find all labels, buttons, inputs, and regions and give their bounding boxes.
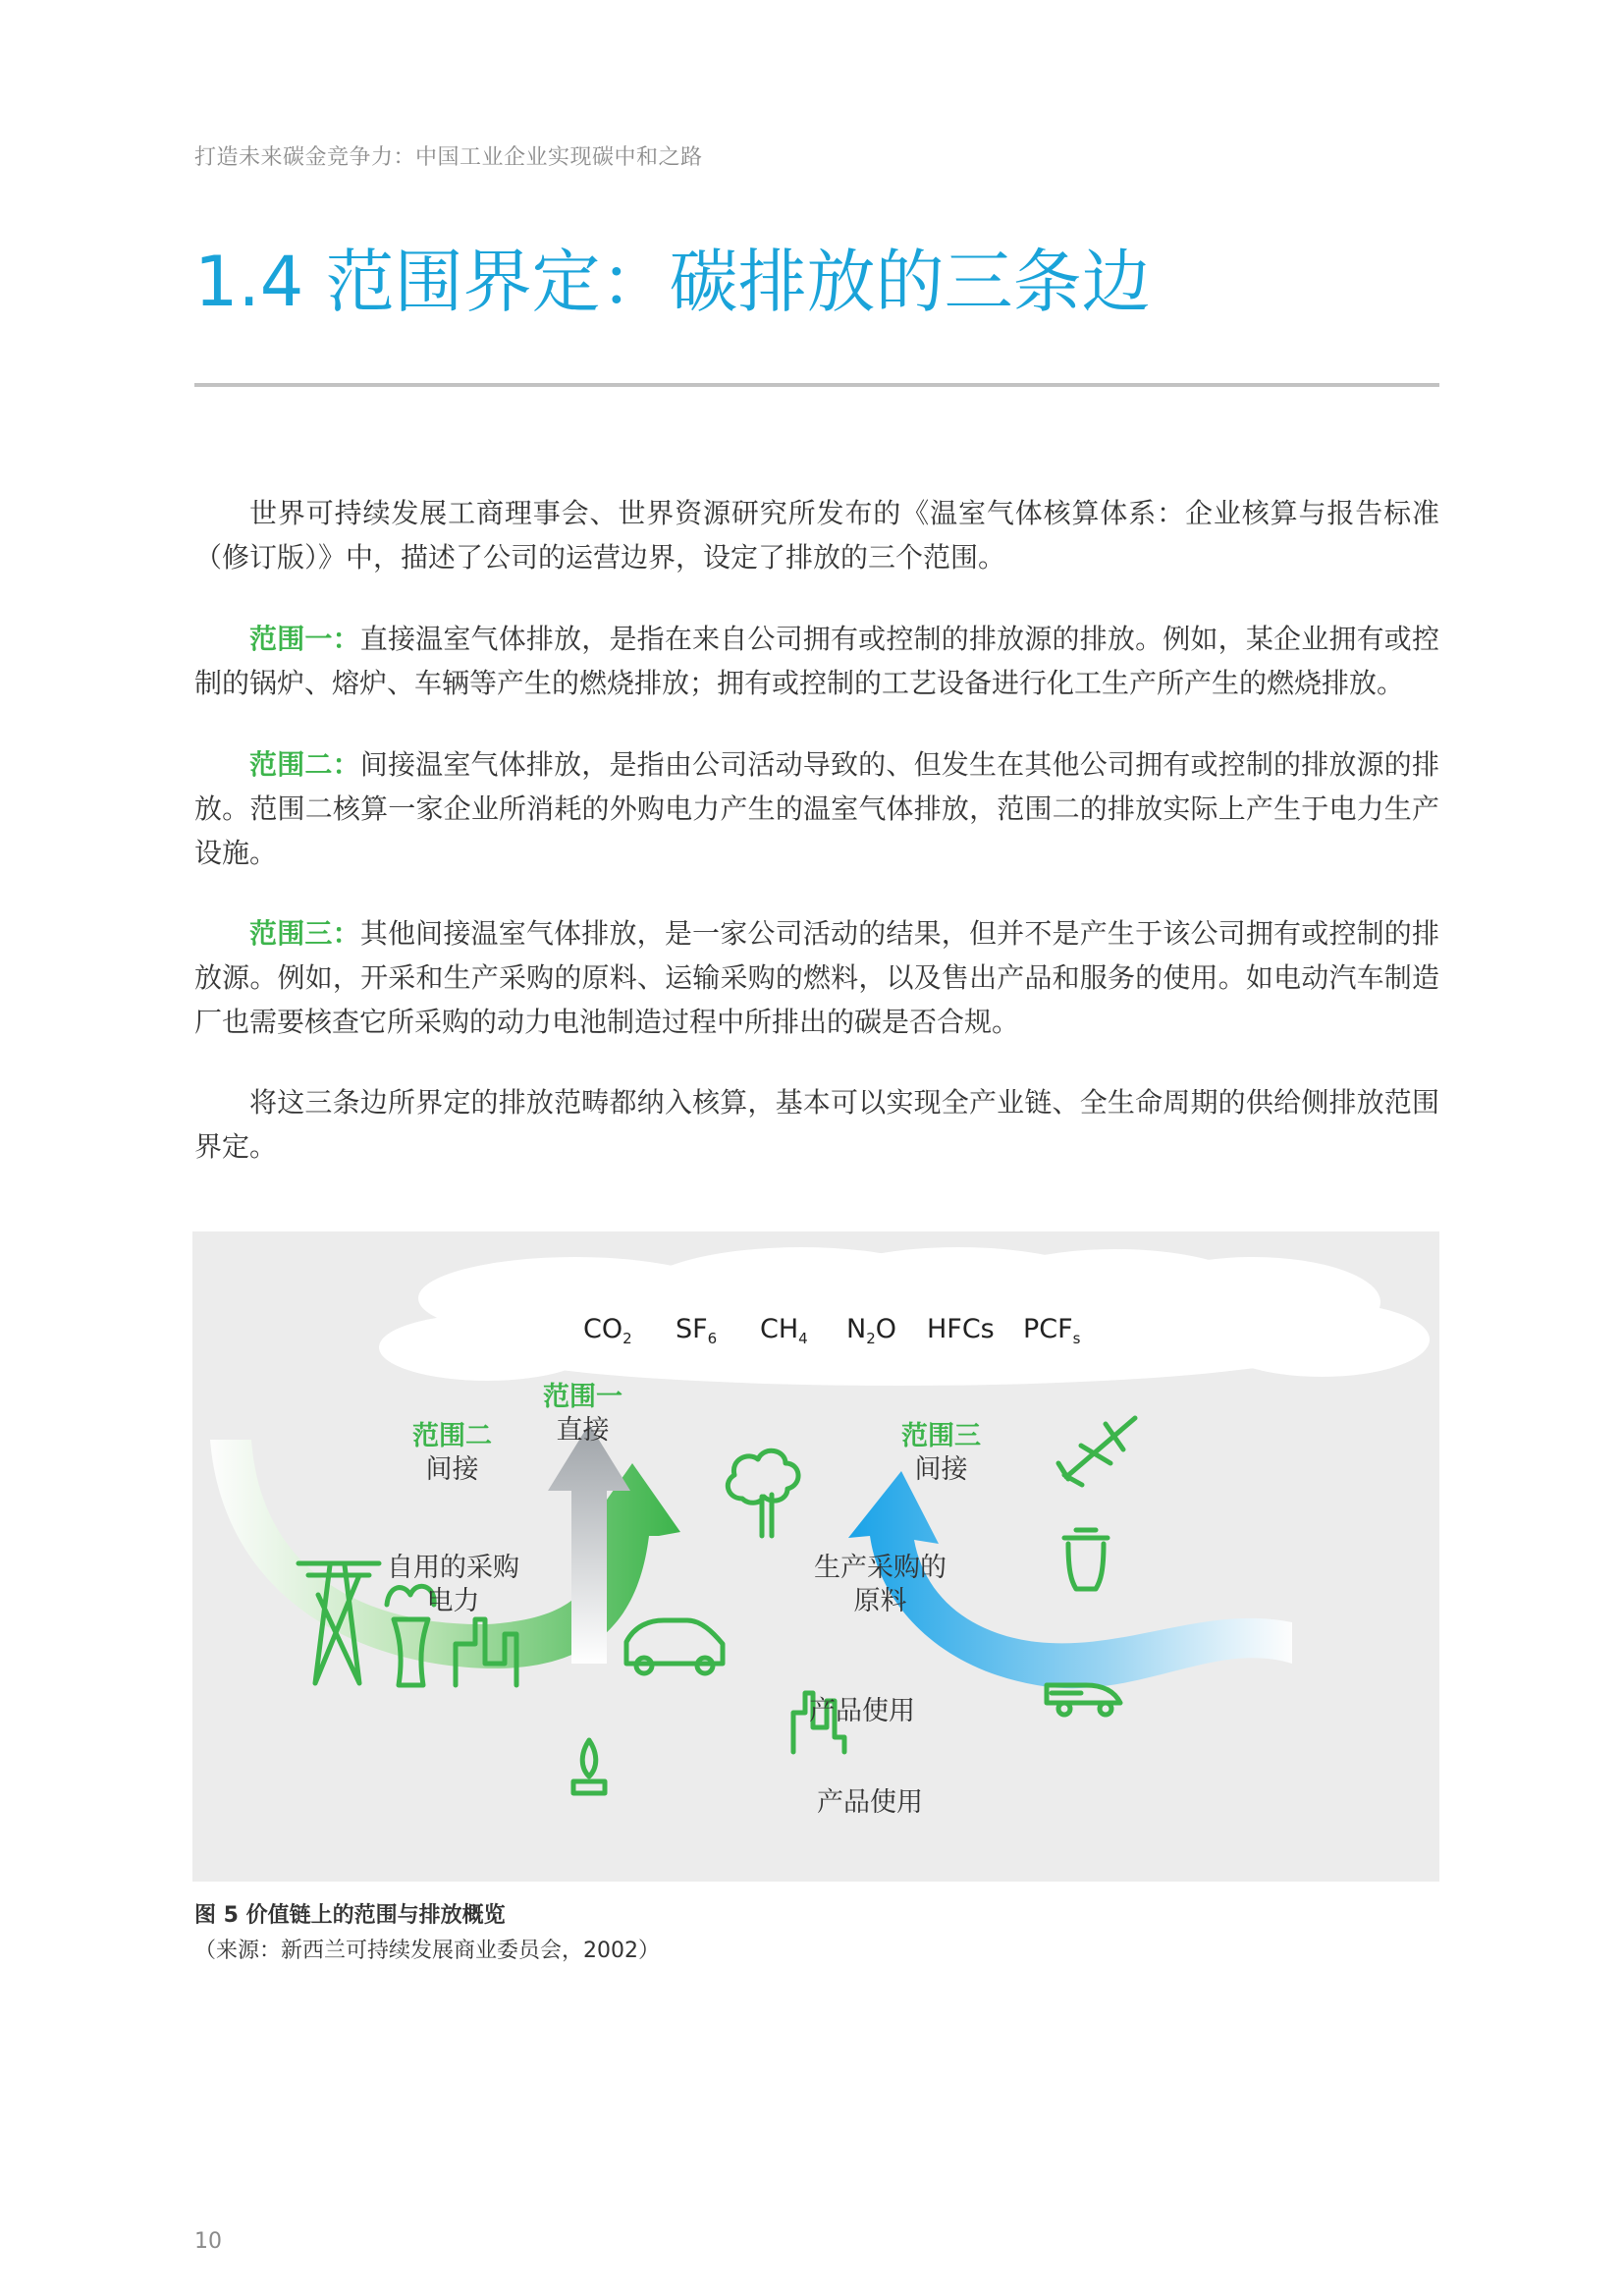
scope2-paragraph [194,742,1439,875]
scope3-label: 范围三： [249,917,360,950]
scope2-type: 间接 [425,1454,479,1485]
gas-n2o: $N_2O$ [846,1314,897,1347]
truck-icon [1047,1685,1120,1715]
scope1-name: 范围一 [543,1382,622,1412]
scope2-name: 范围二 [412,1421,492,1451]
scope2-label: 范围二： [249,748,360,781]
caption-title: 图 5 价值链上的范围与排放概览 [194,1903,506,1928]
trash-bin-icon [1064,1530,1108,1589]
scope2-text: 间接温室气体排放，是指由公司活动导致的、但发生在其他公司拥有或控制的排放源的排放。范围二核算一家企业所消耗的外购电力产生的温室气体排放，范围二的排放实际上产生于电力生产设施。 [194,748,1439,869]
airplane-icon [1058,1418,1135,1485]
value-chain-figure [192,1231,1439,1882]
scope3-diagram-label [901,1420,981,1487]
purchased-materials-label: 生产采购的 原料 [814,1553,947,1616]
caption-source: （来源：新西兰可持续发展商业委员会，2002） [194,1939,660,1963]
cloud [379,1247,1430,1386]
intro-paragraph: 世界可持续发展工商理事会、世界资源研究所发布的《温室气体核算体系：企业核算与报告标准（修订版）》中，描述了公司的运营边界，设定了排放的三个范围。 [194,497,1439,574]
scope2-diagram-label [412,1420,492,1487]
scope1-type: 直接 [556,1415,610,1446]
car-icon [626,1620,723,1673]
product-use-label: 产品使用 [809,1696,915,1726]
section-title: 1.4 范围界定：碳排放的三条边 [194,242,1151,322]
conclusion-paragraph: 将这三条边所界定的排放范畴都纳入核算，基本可以实现全产业链、全生命周期的供给侧排放范围界定。 [194,1086,1439,1163]
scope3-name: 范围三 [901,1421,981,1451]
scope1-label: 范围一： [249,623,360,655]
scope3-text: 其他间接温室气体排放，是一家公司活动的结果，但并不是产生于该公司拥有或控制的排放源。例如，开采和生产采购的原料、运输采购的燃料，以及售出产品和服务的使用。如电动汽车制造厂也需要核查它所采购的动力电池制造过程中所排出的碳是否合规。 [194,917,1439,1038]
tree-icon [728,1450,798,1536]
running-header: 打造未来碳金竞争力：中国工业企业实现碳中和之路 [194,145,703,170]
scope1-text: 直接温室气体排放，是指在来自公司拥有或控制的排放源的排放。例如，某企业拥有或控制的锅炉、熔炉、车辆等产生的燃烧排放；拥有或控制的工艺设备进行化工生产所产生的燃烧排放。 [194,623,1439,699]
scope1-diagram-label [543,1381,622,1448]
figure-caption [194,1898,660,1969]
scope1-paragraph [194,617,1439,705]
gas-pcfs: $PCF_s$ [1023,1314,1081,1347]
purchased-power-label: 自用的采购 电力 [387,1553,519,1616]
gas-ch4: $CH_4$ [760,1314,808,1347]
scope3-paragraph [194,911,1439,1044]
flame-icon [573,1740,605,1793]
product-use-caption: 产品使用 [817,1787,923,1818]
gas-co2: $CO_2$ [583,1314,632,1347]
gas-sf6: $SF_6$ [676,1314,718,1347]
page-number: 10 [194,2229,222,2254]
gas-hfcs: HFCs [927,1314,995,1344]
scope3-type: 间接 [914,1454,968,1485]
title-divider [194,383,1439,387]
